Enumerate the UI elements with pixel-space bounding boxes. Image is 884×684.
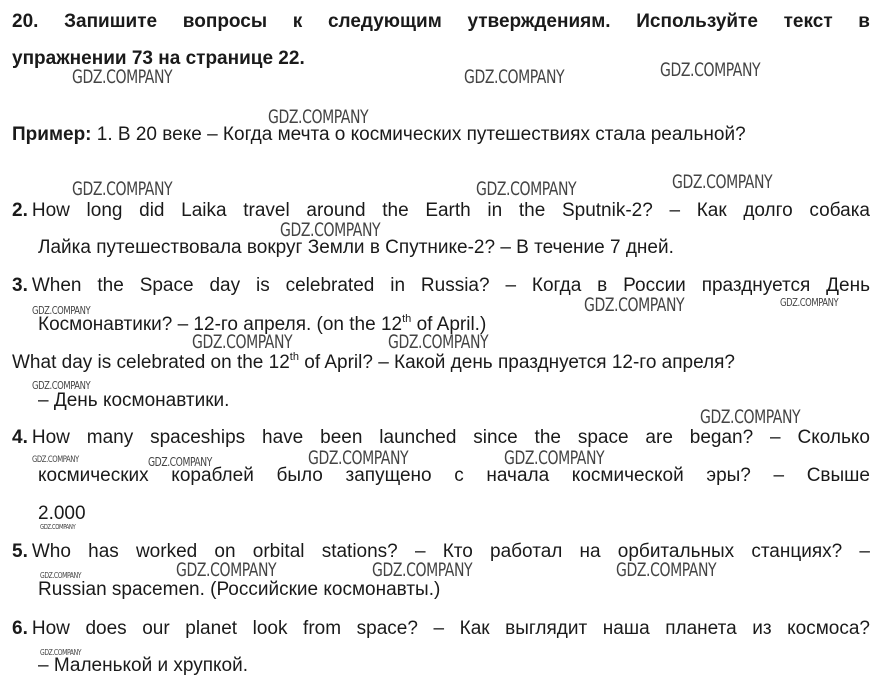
item-6-line1: [12, 617, 870, 641]
watermark: GDZ.COMPANY: [308, 447, 409, 469]
watermark: GDZ.COMPANY: [504, 447, 605, 469]
item-3-line2-pre: Космонавтики? – 12-го апреля. (on the 12: [38, 314, 403, 335]
example-text: 1. В 20 веке – Когда мечта о космических путешествиях стала реальной?: [91, 124, 746, 145]
watermark: GDZ.COMPANY: [388, 331, 489, 353]
item-6-number: 6.: [12, 618, 28, 639]
item-2-line2: Лайка путешествовала вокруг Земли в Спутнике-2? – В течение 7 дней.: [38, 237, 674, 258]
watermark: GDZ.COMPANY: [40, 571, 82, 580]
item-4-line1: [12, 426, 870, 450]
item-3-text1: When the Space day is celebrated in Russia? – Когда в России празднуется День: [31, 275, 870, 296]
watermark: GDZ.COMPANY: [660, 59, 761, 81]
item-5-number: 5.: [12, 541, 28, 562]
watermark: GDZ.COMPANY: [32, 455, 79, 465]
item-5-line2: Russian spacemen. (Российские космонавты.): [38, 579, 441, 600]
item-3-line4: – День космонавтики.: [38, 390, 230, 411]
item-4-line2: космических кораблей было запущено с начала космической эры? – Свыше: [38, 465, 870, 486]
item-3-line3-sup: th: [289, 351, 299, 363]
watermark: GDZ.COMPANY: [700, 406, 801, 428]
item-3-line3-post: of April? – Какой день празднуется 12-го апреля?: [298, 352, 735, 373]
watermark: GDZ.COMPANY: [32, 379, 91, 392]
watermark: GDZ.COMPANY: [672, 171, 773, 193]
watermark: GDZ.COMPANY: [40, 523, 76, 531]
watermark: GDZ.COMPANY: [280, 219, 381, 241]
watermark: GDZ.COMPANY: [464, 66, 565, 88]
item-4-line3: 2.000: [38, 503, 86, 524]
item-2-number: 2.: [12, 200, 28, 221]
item-2-line1: [12, 199, 870, 223]
item-3-line1: [12, 274, 870, 298]
example-line: [12, 123, 746, 147]
item-3-line3-pre: What day is celebrated on the 12: [12, 352, 290, 373]
watermark: GDZ.COMPANY: [476, 178, 577, 200]
item-3-line2-sup: th: [402, 313, 412, 325]
task-heading-line2: упражнении 73 на странице 22.: [12, 48, 305, 69]
watermark: GDZ.COMPANY: [268, 106, 369, 128]
watermark: GDZ.COMPANY: [616, 559, 717, 581]
item-4-number: 4.: [12, 427, 28, 448]
item-5-text1: Who has worked on orbital stations? – Кто работал на орбитальных станциях? –: [31, 541, 870, 562]
item-2-text1: How long did Laika travel around the Earth in the Sputnik-2? – Как долго собака: [31, 200, 870, 221]
item-3-number: 3.: [12, 275, 28, 296]
watermark: GDZ.COMPANY: [72, 178, 173, 200]
watermark: GDZ.COMPANY: [192, 331, 293, 353]
watermark: GDZ.COMPANY: [584, 294, 685, 316]
item-4-text1: How many spaceships have been launched since the space are began? – Сколько: [31, 427, 870, 448]
watermark: GDZ.COMPANY: [40, 648, 82, 657]
watermark: GDZ.COMPANY: [372, 559, 473, 581]
item-3-line2-post: of April.): [411, 314, 487, 335]
item-6-line2: – Маленькой и хрупкой.: [38, 655, 249, 676]
task-heading-line1: 20. Запишите вопросы к следующим утверждениям. Используйте текст в: [12, 11, 870, 32]
watermark: GDZ.COMPANY: [780, 296, 839, 309]
watermark: GDZ.COMPANY: [176, 559, 277, 581]
example-label: Пример:: [12, 124, 92, 145]
watermark: GDZ.COMPANY: [32, 304, 91, 317]
item-6-text1: How does our planet look from space? – Как выглядит наша планета из космоса?: [31, 618, 870, 639]
watermark: GDZ.COMPANY: [148, 455, 212, 469]
watermark: GDZ.COMPANY: [72, 66, 173, 88]
item-3-line3: [12, 351, 735, 375]
